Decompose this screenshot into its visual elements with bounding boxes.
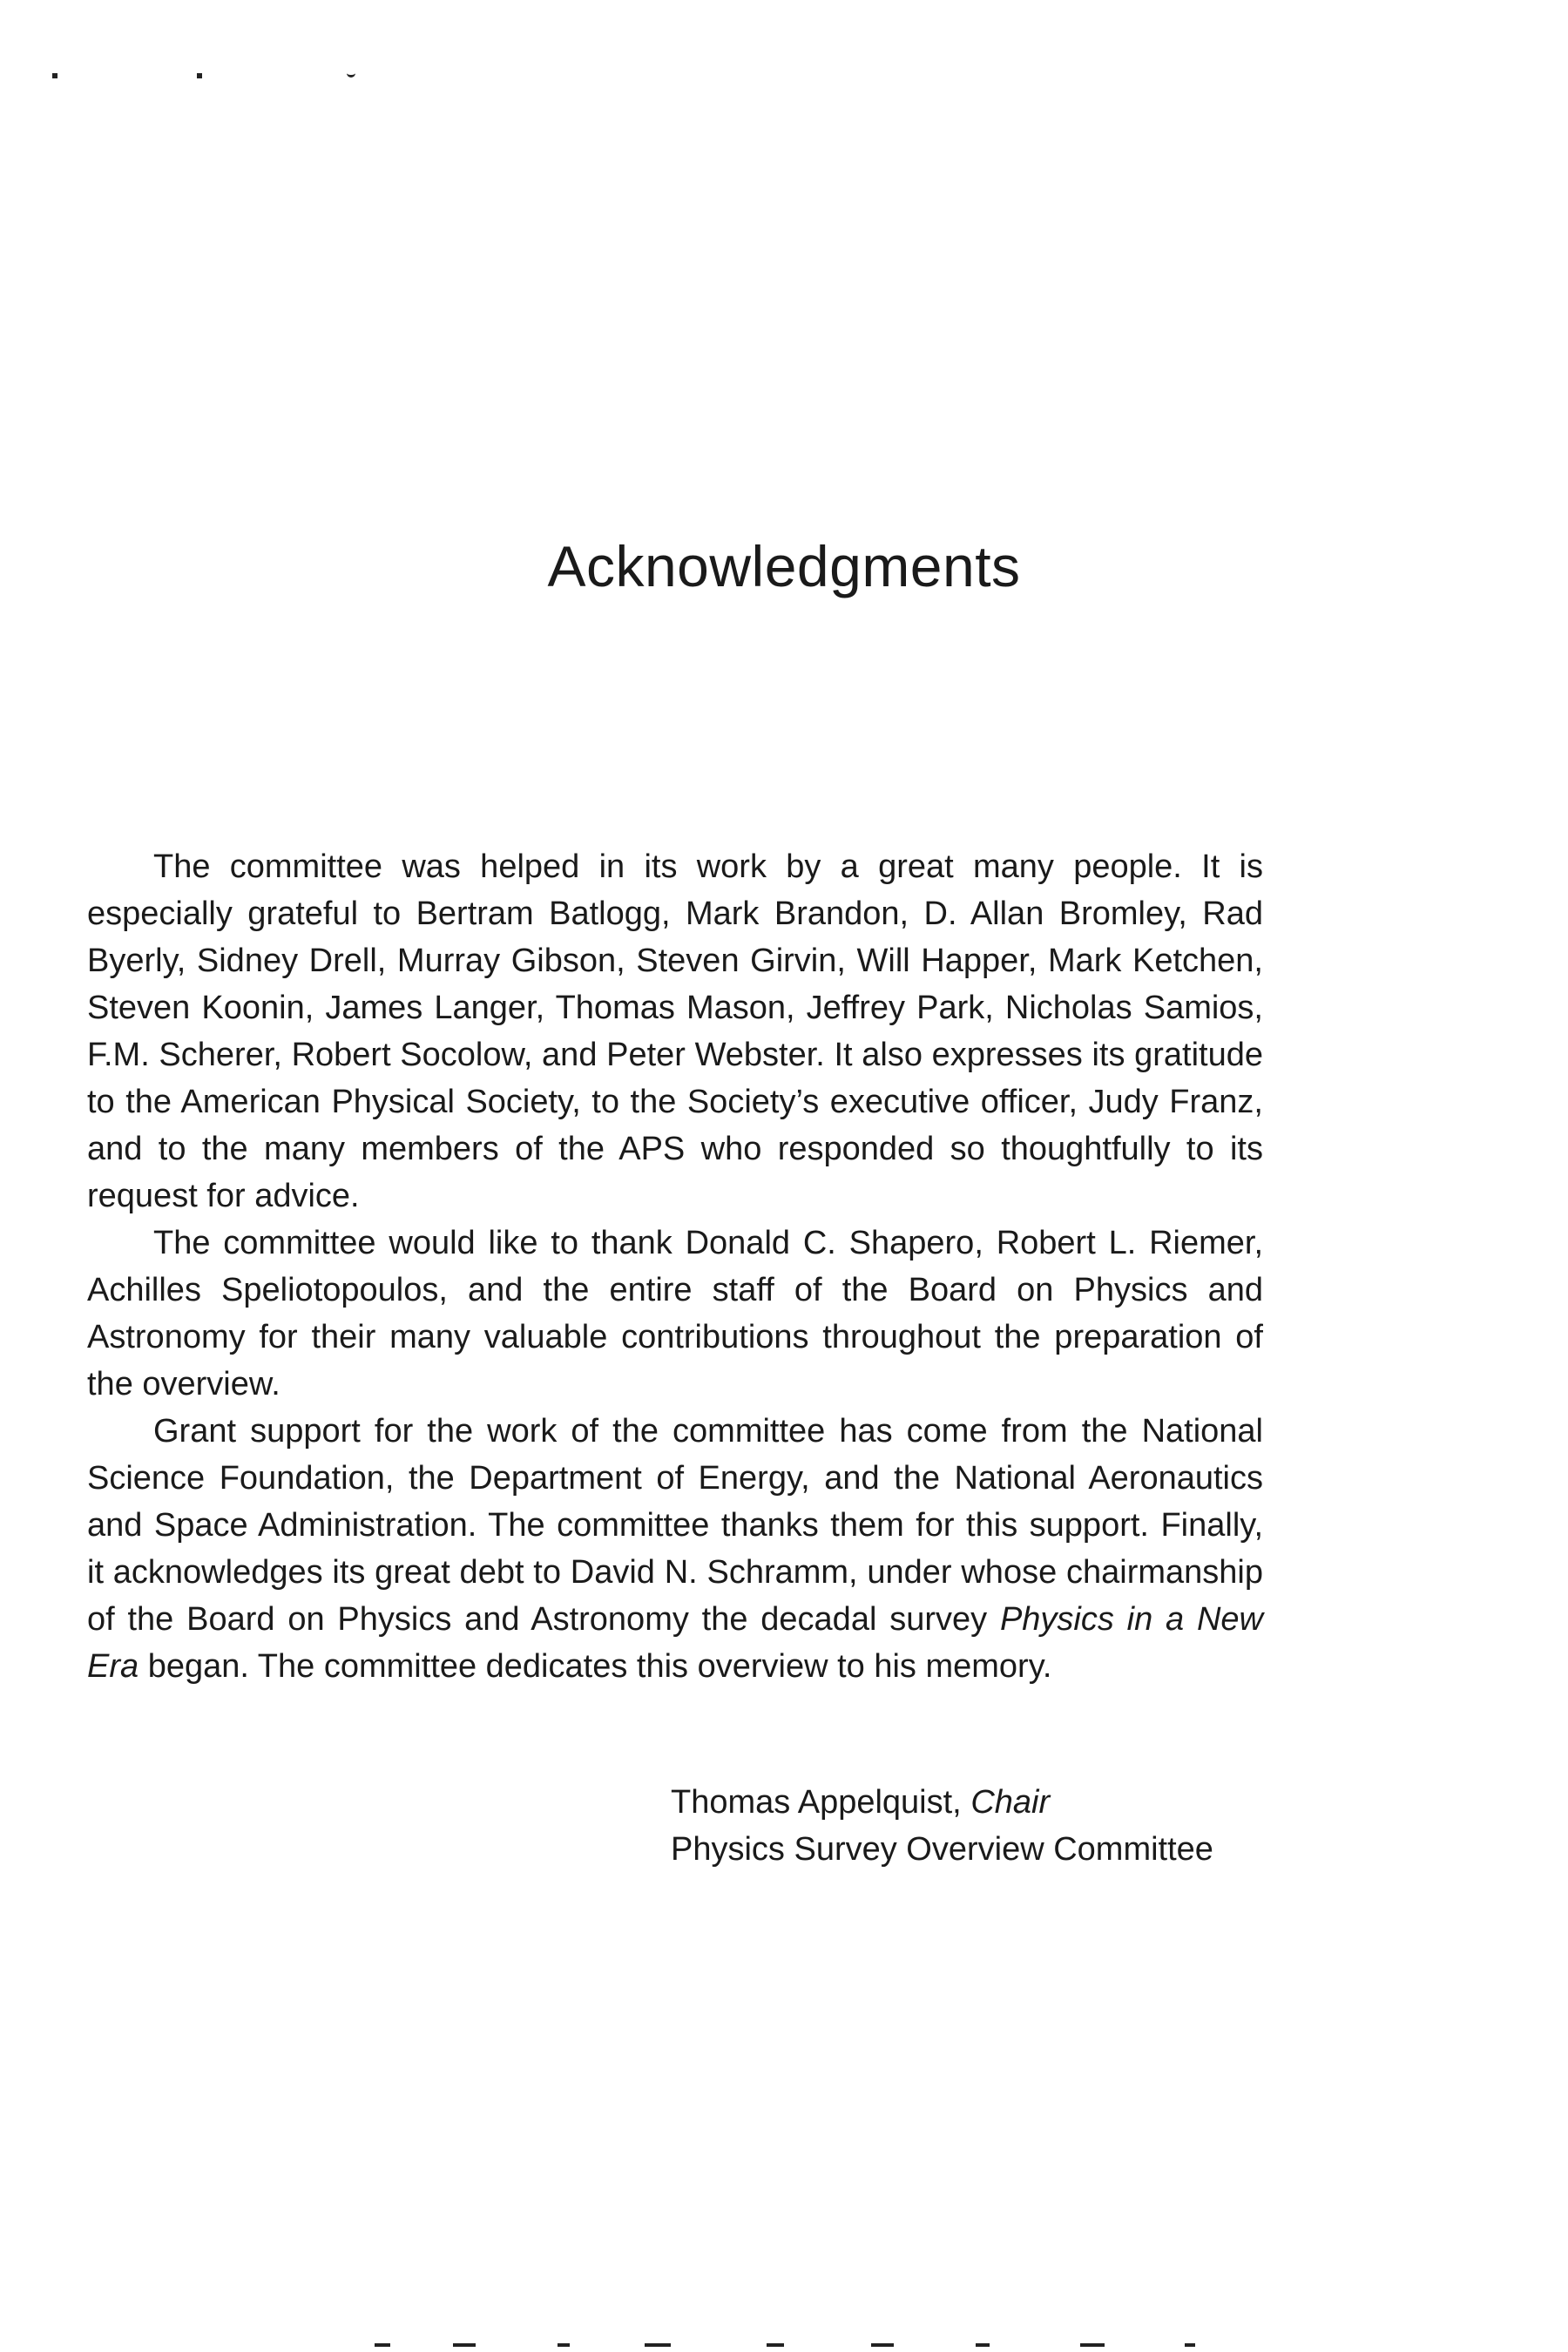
footer-mark <box>976 2343 990 2347</box>
signatory-role: Chair <box>970 1784 1051 1821</box>
paragraph-1 <box>87 843 1263 1220</box>
footer-mark <box>1080 2343 1105 2347</box>
footer-mark <box>645 2343 671 2347</box>
signatory-name: Thomas Appelquist, <box>671 1784 962 1821</box>
signature-block <box>671 1779 1213 1873</box>
paragraph-2 <box>87 1220 1263 1408</box>
signature-line-1 <box>671 1779 1213 1826</box>
paragraph-3 <box>87 1408 1263 1690</box>
paragraph-3-text-end: began. The committee dedicates this overview to his memory. <box>139 1648 1052 1685</box>
survey-title-italic: Physics in a New Era <box>87 1601 1264 1685</box>
paragraph-1-text: The committee was helped in its work by a great many people. It is especially grateful to Bertram Batlogg, Mark Brandon, D. Allan Bromley, Rad Byerly, Sidney Drell, Murray Gibson, Steven Girvin, Will Happer, Mark Ketchen, Steven Koonin, James Langer, Thomas Mason, Jeffrey Park, Nicholas Samios, F.M. Scherer, Robert Socolow, and Peter Webster. It also expresses its gratitude to the American Physical Society, to the Society’s executive officer, Judy Franz, and to the many members of the APS who responded so thoughtfully to its request for advice. <box>87 848 1263 1214</box>
page-footer-marks <box>0 2343 1568 2352</box>
footer-mark <box>453 2343 476 2347</box>
header-mark-middle <box>197 73 202 78</box>
signatory-committee: Physics Survey Overview Committee <box>671 1831 1213 1868</box>
footer-mark <box>375 2343 390 2347</box>
acknowledgments-body <box>87 843 1263 1690</box>
paragraph-3-text-start: Grant support for the work of the committee has come from the National Science Foundation, the Department of Energy, and the National Aeronautics and Space Administration. The committee thanks them for this support. Finally, it acknowledges its great debt to David N. Schramm, under whose chairmanship of the Board on Physics and Astronomy the decadal survey <box>87 1413 1263 1638</box>
header-mark-left <box>52 73 57 78</box>
footer-mark <box>871 2343 894 2347</box>
page-header-marks <box>0 0 1568 105</box>
footer-mark <box>1185 2343 1195 2347</box>
page-title: Acknowledgments <box>547 534 1021 598</box>
paragraph-2-text: The committee would like to thank Donald C. Shapero, Robert L. Riemer, Achilles Speliotopoulos, and the entire staff of the Board on Physics and Astronomy for their many valuable contributions throughout the preparation of the overview. <box>87 1225 1263 1402</box>
footer-mark <box>767 2343 784 2347</box>
header-mark-right <box>347 70 355 78</box>
footer-mark <box>558 2343 570 2347</box>
